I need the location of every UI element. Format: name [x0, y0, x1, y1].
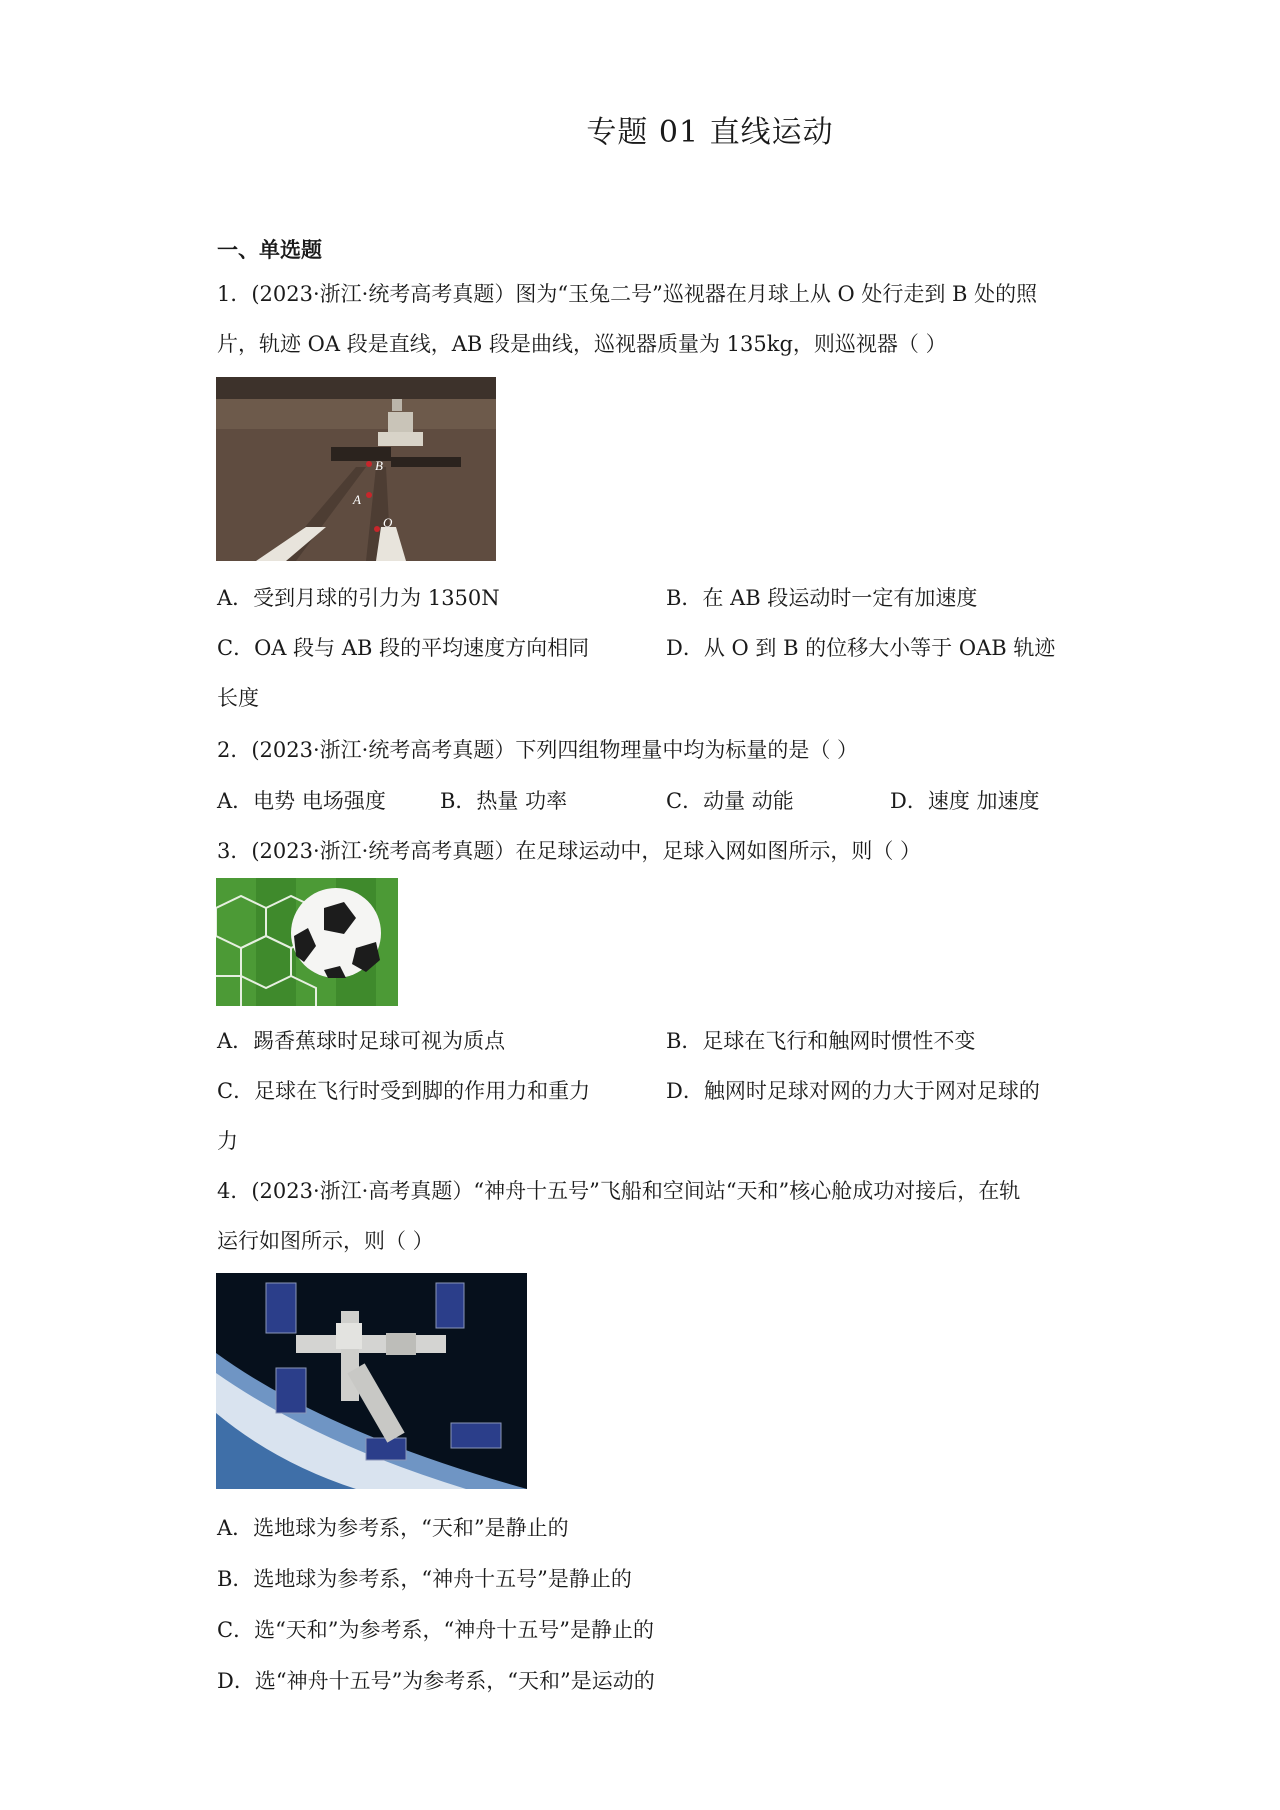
q3-option-d-continued: 力 — [217, 1129, 238, 1153]
q1-option-d: D．从 O 到 B 的位移大小等于 OAB 轨迹 — [666, 636, 1056, 660]
soccer-ball-photo — [216, 878, 398, 1006]
q1-option-d-continued: 长度 — [217, 686, 259, 710]
label-o: O — [383, 515, 393, 530]
q1-option-a: A．受到月球的引力为 1350N — [217, 586, 500, 610]
q4-option-d: D．选“神舟十五号”为参考系，“天和”是运动的 — [217, 1669, 655, 1693]
page-title: 专题 01 直线运动 — [586, 115, 834, 150]
q3-stem: 3．(2023·浙江·统考高考真题）在足球运动中，足球入网如图所示，则（ ） — [217, 839, 922, 863]
q3-option-d: D．触网时足球对网的力大于网对足球的 — [666, 1079, 1040, 1103]
q4-stem-line2: 运行如图所示，则（ ） — [217, 1229, 434, 1253]
section-heading: 一、单选题 — [217, 237, 322, 262]
q1-option-b: B．在 AB 段运动时一定有加速度 — [666, 586, 978, 610]
label-b: B — [375, 458, 383, 473]
q1-stem-line2: 片，轨迹 OA 段是直线，AB 段是曲线，巡视器质量为 135kg，则巡视器（ ） — [217, 332, 947, 356]
q2-option-b: B．热量 功率 — [440, 789, 568, 813]
q4-option-a: A．选地球为参考系，“天和”是静止的 — [217, 1516, 569, 1540]
q1-stem-line1: 1．(2023·浙江·统考高考真题）图为“玉兔二号”巡视器在月球上从 O 处行走到 B 处的照 — [217, 282, 1038, 306]
q1-option-c: C．OA 段与 AB 段的平均速度方向相同 — [217, 636, 590, 660]
q2-option-c: C．动量 动能 — [666, 789, 794, 813]
moon-rover-photo — [216, 377, 496, 561]
q4-option-c: C．选“天和”为参考系，“神舟十五号”是静止的 — [217, 1618, 655, 1642]
q4-option-b: B．选地球为参考系，“神舟十五号”是静止的 — [217, 1567, 632, 1591]
space-station-photo — [216, 1273, 527, 1489]
q2-stem: 2．(2023·浙江·统考高考真题）下列四组物理量中均为标量的是（ ） — [217, 738, 859, 762]
q3-option-b: B．足球在飞行和触网时惯性不变 — [666, 1029, 976, 1053]
q3-option-c: C．足球在飞行时受到脚的作用力和重力 — [217, 1079, 591, 1103]
q4-stem-line1: 4．(2023·浙江·高考真题）“神舟十五号”飞船和空间站“天和”核心舱成功对接后，在轨 — [217, 1179, 1021, 1203]
label-a: A — [353, 492, 361, 507]
q2-option-d: D．速度 加速度 — [890, 789, 1040, 813]
q2-option-a: A．电势 电场强度 — [217, 789, 386, 813]
q3-option-a: A．踢香蕉球时足球可视为质点 — [217, 1029, 506, 1053]
